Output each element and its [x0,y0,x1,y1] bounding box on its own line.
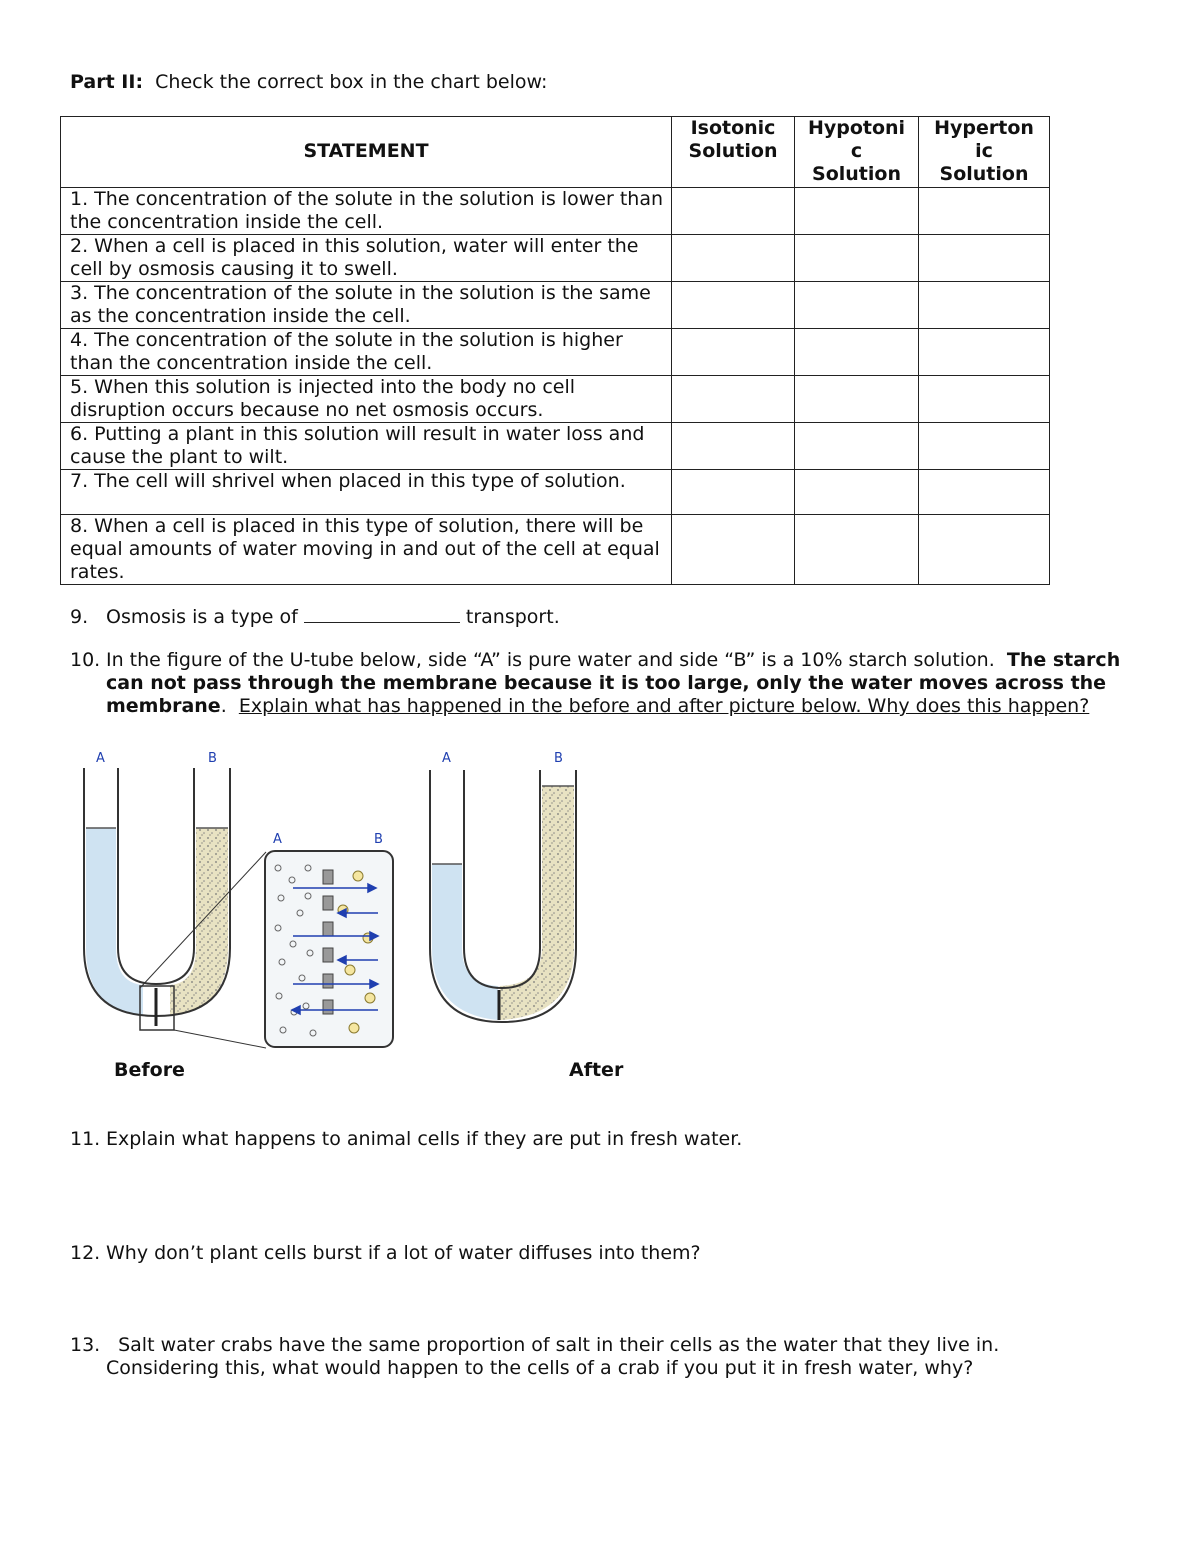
isotonic-checkbox[interactable] [672,470,795,515]
u-tube-before-figure [78,748,408,1053]
question-12 [70,1242,701,1265]
u-tube-inner [464,770,540,988]
question-text: Osmosis is a type of [106,606,298,628]
water-fill [86,828,143,1015]
hypertonic-checkbox[interactable] [919,470,1050,515]
header-isotonic-line: Isotonic [690,117,776,139]
part-heading-label: Part II: [70,71,144,93]
label-b: B [208,751,217,766]
question-number: 13. [70,1334,101,1356]
isotonic-checkbox[interactable] [672,282,795,329]
header-statement: STATEMENT [61,117,672,188]
hypertonic-checkbox[interactable] [919,329,1050,376]
solution-chart [60,116,1050,585]
statement-cell: 5. When this solution is injected into the body no cell disruption occurs because no net osmosis occurs. [61,376,672,423]
table-row [61,423,1050,470]
isotonic-checkbox[interactable] [672,188,795,235]
header-hypertonic-line: ic [975,140,993,162]
before-label: Before [114,1059,185,1081]
question-body [106,649,1126,718]
header-hypertonic [919,117,1050,188]
hypotonic-checkbox[interactable] [795,515,919,585]
statement-cell: 1. The concentration of the solute in the solution is lower than the concentration inside the cell. [61,188,672,235]
isotonic-checkbox[interactable] [672,235,795,282]
header-hypotonic [795,117,919,188]
u-tube-inner [118,768,194,984]
header-isotonic-line: Solution [688,140,778,162]
question-text: Explain what happens to animal cells if they are put in fresh water. [106,1128,743,1150]
question-body: Salt water crabs have the same proportion of salt in their cells as the water that they live in. Considering this, what would happen to the cells of a crab if you put it in fresh water, why? [106,1334,1006,1379]
question-text: Why don’t plant cells burst if a lot of water diffuses into them? [106,1242,701,1264]
header-hypotonic-line: c [850,140,863,162]
label-b: B [554,751,563,766]
answer-blank[interactable] [304,604,460,623]
hypertonic-checkbox[interactable] [919,423,1050,470]
after-label: After [569,1059,624,1081]
question-text: In the figure of the U-tube below, side “A” is pure water and side “B” is a 10% starch solution. [106,649,995,671]
question-10 [70,649,1170,741]
hypertonic-checkbox[interactable] [919,188,1050,235]
hypotonic-checkbox[interactable] [795,470,919,515]
table-row [61,376,1050,423]
u-tube-after-figure [420,748,590,1038]
chart-header-row [61,117,1050,188]
question-emphasis: The starch can not pass through the membrane because it is too large, only the water moves across the membrane [106,649,1121,717]
table-row [61,515,1050,585]
statement-cell: 3. The concentration of the solute in the solution is the same as the concentration inside the cell. [61,282,672,329]
isotonic-checkbox[interactable] [672,515,795,585]
table-row [61,188,1050,235]
hypotonic-checkbox[interactable] [795,282,919,329]
question-period: . [220,695,227,717]
table-row [61,282,1050,329]
question-9 [70,604,560,629]
label-a: A [442,751,451,766]
hypertonic-checkbox[interactable] [919,515,1050,585]
hypotonic-checkbox[interactable] [795,423,919,470]
question-number: 10. [70,649,101,671]
header-hypotonic-line: Solution [812,163,901,185]
header-hypotonic-line: Hypotoni [807,117,906,139]
statement-cell: 2. When a cell is placed in this solution, water will enter the cell by osmosis causing it to swell. [61,235,672,282]
question-number: 9. [70,606,89,628]
header-hypertonic-line: Solution [939,163,1029,185]
question-text: transport. [465,606,560,628]
question-number: 11. [70,1128,101,1150]
starch-fill [170,828,228,1015]
statement-cell: 8. When a cell is placed in this type of solution, there will be equal amounts of water moving in and out of the cell at equal rates. [61,515,672,585]
statement-cell: 4. The concentration of the solute in the solution is higher than the concentration inside the cell. [61,329,672,376]
question-13 [70,1334,1170,1382]
table-row [61,329,1050,376]
label-b: B [374,832,383,847]
hypotonic-checkbox[interactable] [795,235,919,282]
label-a: A [273,832,282,847]
isotonic-checkbox[interactable] [672,376,795,423]
isotonic-checkbox[interactable] [672,423,795,470]
table-row [61,470,1050,515]
hypertonic-checkbox[interactable] [919,235,1050,282]
part-heading [70,70,547,94]
hypertonic-checkbox[interactable] [919,376,1050,423]
isotonic-checkbox[interactable] [672,329,795,376]
starch-fill [500,786,574,1020]
label-a: A [96,751,105,766]
hypertonic-checkbox[interactable] [919,282,1050,329]
question-number: 12. [70,1242,101,1264]
hypotonic-checkbox[interactable] [795,329,919,376]
header-hypertonic-line: Hyperton [934,117,1034,139]
statement-cell: 6. Putting a plant in this solution will result in water loss and cause the plant to wilt. [61,423,672,470]
part-heading-instruction: Check the correct box in the chart below: [155,71,548,93]
header-isotonic [672,117,795,188]
hypotonic-checkbox[interactable] [795,188,919,235]
hypotonic-checkbox[interactable] [795,376,919,423]
statement-cell: 7. The cell will shrivel when placed in this type of solution. [61,470,672,515]
table-row [61,235,1050,282]
question-prompt: Explain what has happened in the before and after picture below. Why does this happen? [238,695,1090,717]
question-11 [70,1128,742,1151]
